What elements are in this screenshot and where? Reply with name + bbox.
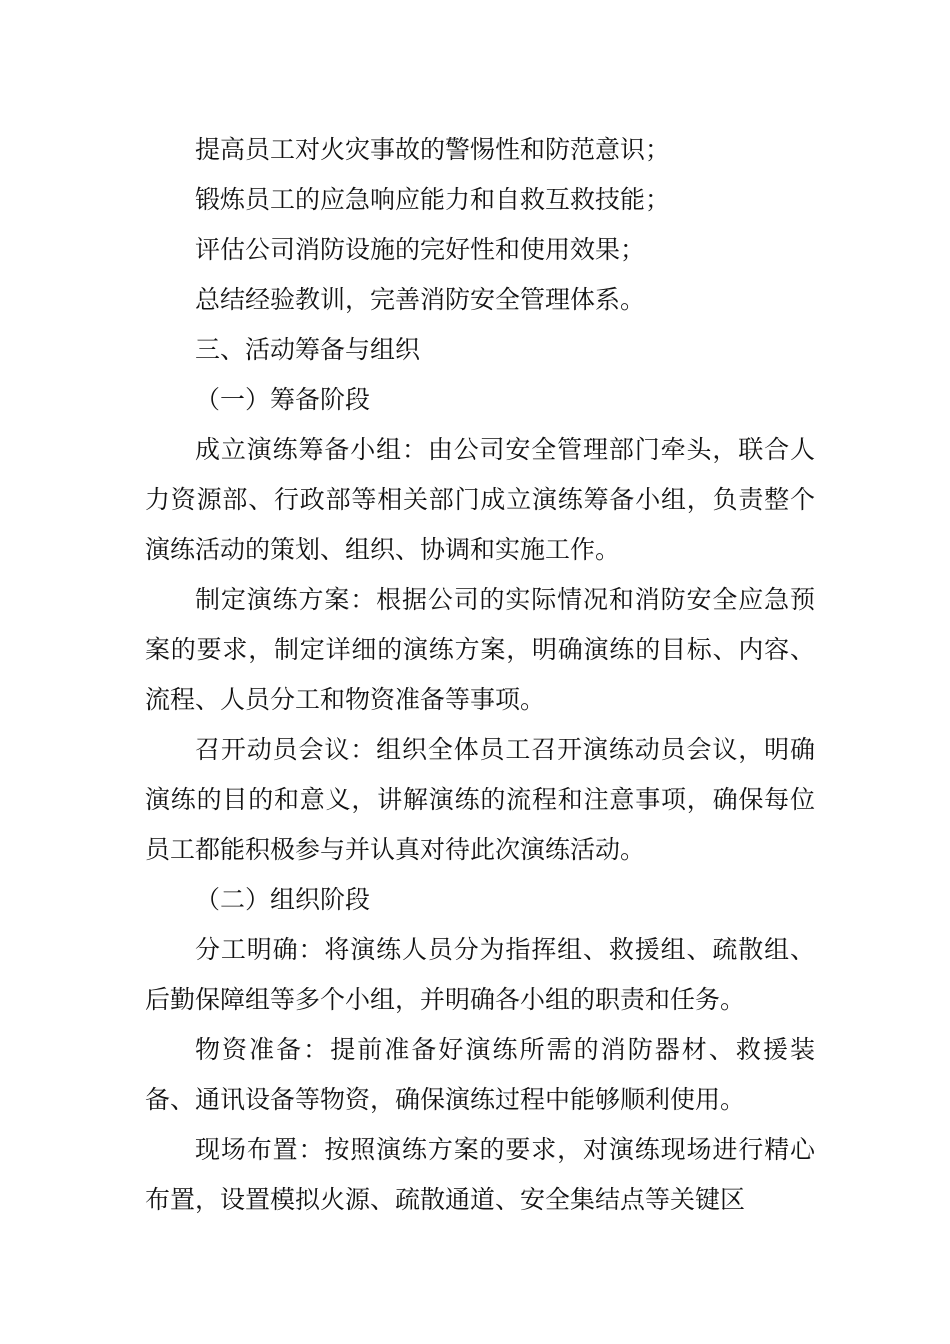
subsection-heading-preparation: （一）筹备阶段 <box>195 385 371 414</box>
objective-item-4: 总结经验教训，完善消防安全管理体系。 <box>195 285 646 314</box>
objective-item-1: 提高员工对火灾事故的警惕性和防范意识； <box>195 135 671 164</box>
document-body <box>145 125 815 1225</box>
paragraph-mobilization-meeting: 召开动员会议：组织全体员工召开演练动员会议，明确演练的目的和意义，讲解演练的流程和注意事项，确保每位员工都能积极参与并认真对待此次演练活动。 <box>145 735 815 864</box>
paragraph-division-of-labor: 分工明确：将演练人员分为指挥组、救援组、疏散组、后勤保障组等多个小组，并明确各小组的职责和任务。 <box>145 935 815 1014</box>
paragraph-establish-group: 成立演练筹备小组：由公司安全管理部门牵头，联合人力资源部、行政部等相关部门成立演练筹备小组，负责整个演练活动的策划、组织、协调和实施工作。 <box>145 435 815 564</box>
section-heading: 三、活动筹备与组织 <box>195 335 421 364</box>
objective-item-3: 评估公司消防设施的完好性和使用效果； <box>195 235 646 264</box>
paragraph-site-layout: 现场布置：按照演练方案的要求，对演练现场进行精心布置，设置模拟火源、疏散通道、安全集结点等关键区 <box>145 1135 815 1214</box>
subsection-heading-organization: （二）组织阶段 <box>195 885 371 914</box>
paragraph-material-preparation: 物资准备：提前准备好演练所需的消防器材、救援装备、通讯设备等物资，确保演练过程中能够顺利使用。 <box>145 1035 815 1114</box>
objective-item-2: 锻炼员工的应急响应能力和自救互救技能； <box>195 185 671 214</box>
paragraph-drill-plan: 制定演练方案：根据公司的实际情况和消防安全应急预案的要求，制定详细的演练方案，明确演练的目标、内容、流程、人员分工和物资准备等事项。 <box>145 585 815 714</box>
